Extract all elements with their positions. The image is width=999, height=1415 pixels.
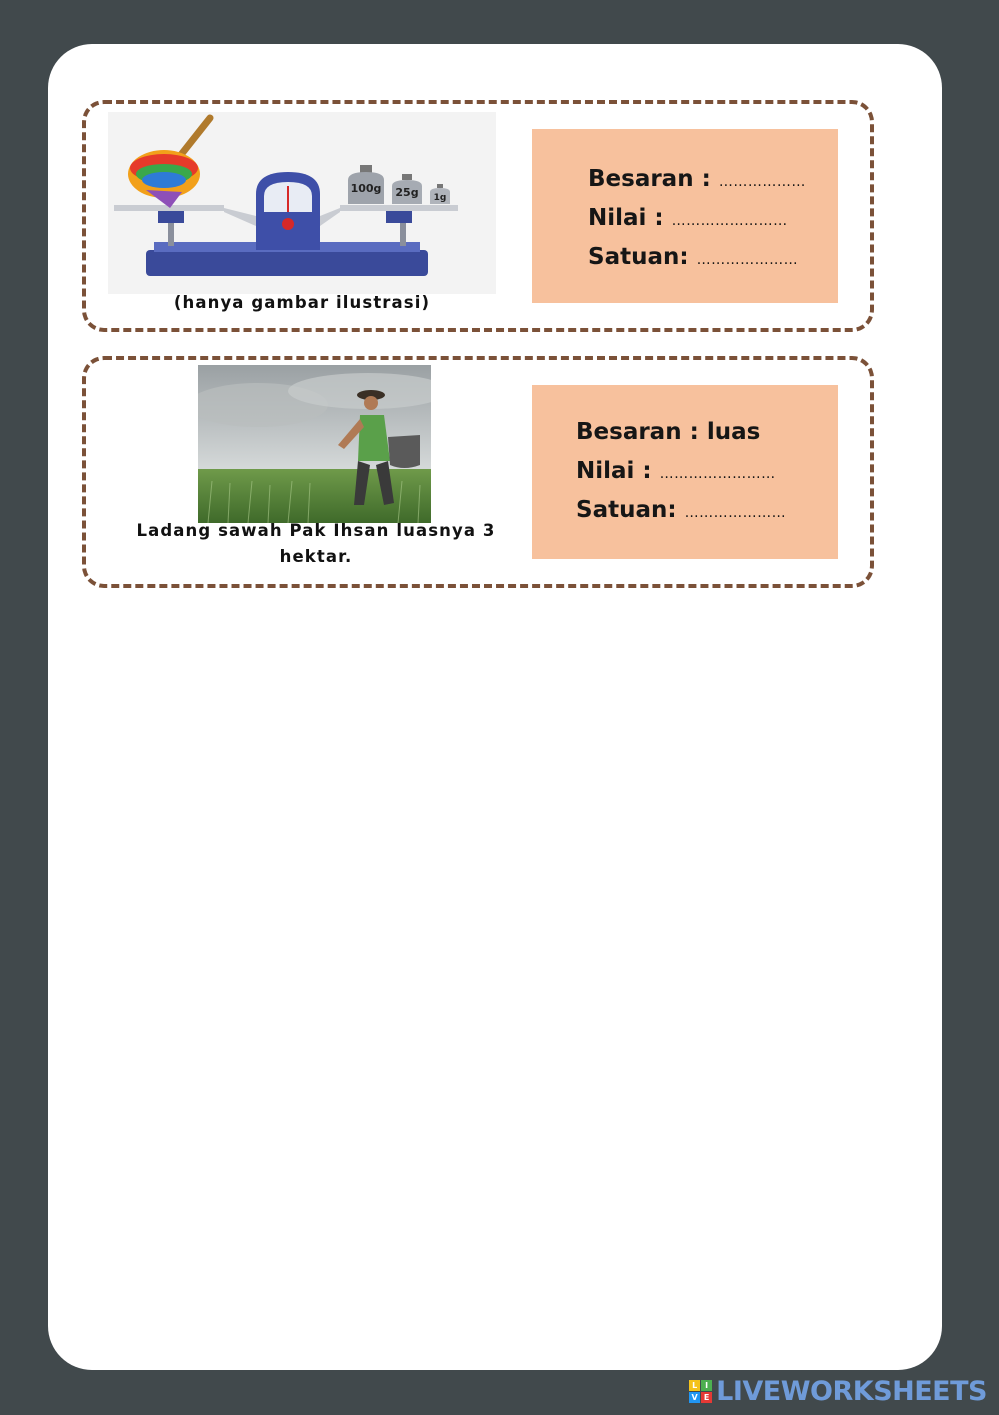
balance-scale-icon	[108, 112, 496, 294]
question-card-1	[82, 100, 874, 332]
image-caption: (hanya gambar ilustrasi)	[173, 293, 431, 312]
nilai-line	[588, 200, 806, 239]
farmer-in-rice-field-icon	[198, 365, 431, 523]
liveworksheets-watermark	[689, 1376, 987, 1407]
satuan-blank[interactable]: …………………	[684, 505, 787, 521]
logo-letter-l: L	[689, 1380, 700, 1391]
besaran-label: Besaran :	[588, 166, 711, 192]
liveworksheets-logo-icon	[689, 1380, 712, 1403]
satuan-blank[interactable]: …………………	[696, 252, 799, 268]
rice-field-photo	[198, 365, 431, 523]
satuan-line	[576, 492, 786, 531]
weight-label-25g: 25g	[395, 186, 419, 199]
nilai-line	[576, 453, 786, 492]
satuan-line	[588, 239, 806, 278]
image-caption: Ladang sawah Pak Ihsan luasnya 3 hektar.	[136, 521, 496, 566]
weight-label-1g: 1g	[433, 193, 447, 203]
nilai-label: Nilai :	[576, 458, 652, 484]
spinning-top-icon	[128, 118, 210, 208]
watermark-text: LIVEWORKSHEETS	[716, 1376, 987, 1407]
question-card-2	[82, 356, 874, 588]
logo-letter-v: V	[689, 1392, 700, 1403]
nilai-blank[interactable]: ……………………	[659, 466, 776, 482]
besaran-line	[576, 414, 786, 453]
answer-box-2	[532, 385, 838, 559]
logo-letter-e: E	[701, 1392, 712, 1403]
nilai-label: Nilai :	[588, 205, 664, 231]
balance-scale-illustration	[108, 112, 496, 294]
answer-box-1	[532, 129, 838, 303]
weights-icon	[348, 165, 450, 204]
nilai-blank[interactable]: ……………………	[671, 213, 788, 229]
logo-letter-i: I	[701, 1380, 712, 1391]
worksheet-page	[48, 44, 942, 1370]
besaran-blank[interactable]: ………………	[718, 174, 806, 190]
satuan-label: Satuan:	[576, 497, 677, 523]
weight-label-100g: 100g	[350, 182, 382, 195]
besaran-line	[588, 161, 806, 200]
satuan-label: Satuan:	[588, 244, 689, 270]
besaran-value[interactable]: luas	[706, 419, 761, 445]
besaran-label: Besaran :	[576, 419, 699, 445]
